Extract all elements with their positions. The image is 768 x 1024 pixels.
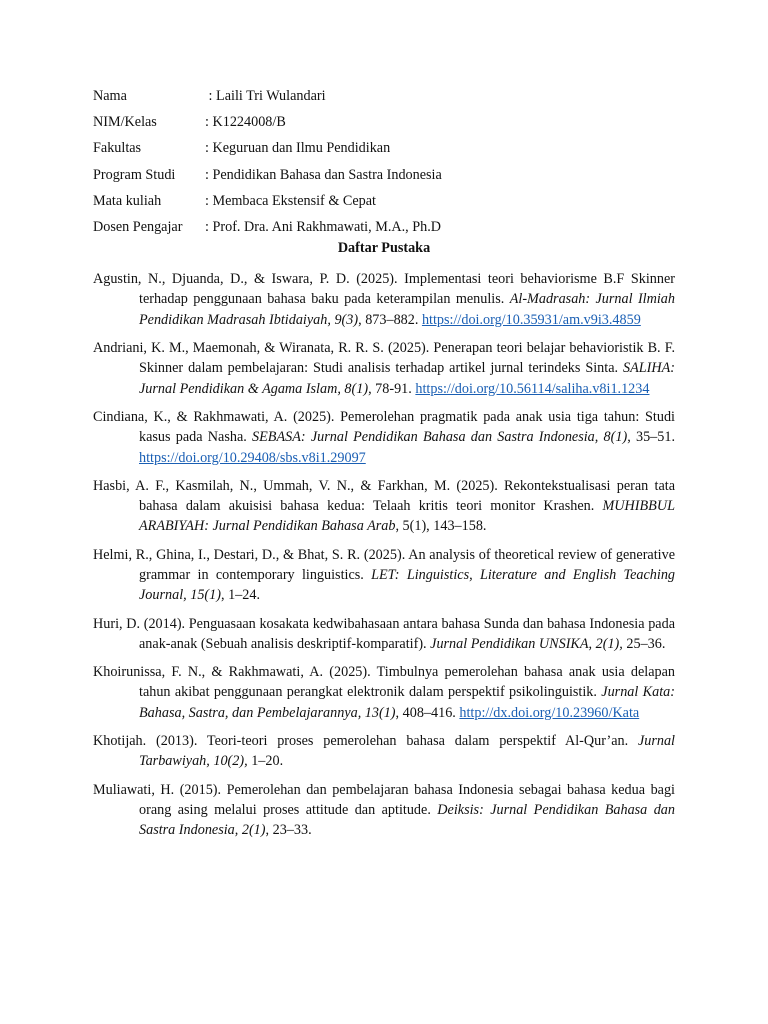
reference-list bbox=[93, 269, 675, 840]
info-label: Nama bbox=[93, 88, 127, 104]
ref-journal: SALIHA: Jurnal Pendidikan & Agama Islam, 8(1) bbox=[139, 360, 675, 397]
reference-item bbox=[93, 407, 675, 468]
info-row-nama bbox=[93, 86, 675, 112]
ref-text: Cindiana, K., & Rakhmawati, A. (2025). Pemerolehan pragmatik pada anak usia tiga tahun: Studi kasus pada Nasha. bbox=[93, 408, 675, 446]
ref-tail: 25–36. bbox=[622, 635, 666, 652]
doi-link[interactable]: https://doi.org/10.29408/sbs.v8i1.29097 bbox=[139, 449, 366, 466]
ref-text: Khotijah. (2013). Teori-teori proses pemerolehan bahasa dalam perspektif Al-Qur’an. bbox=[93, 733, 638, 750]
doi-link[interactable]: http://dx.doi.org/10.23960/Kata bbox=[459, 704, 640, 721]
ref-tail: , 5(1), 143–158. bbox=[395, 518, 487, 535]
ref-journal: Al-Madrasah: Jurnal Ilmiah Pendidikan Madrasah Ibtidaiyah, 9(3) bbox=[139, 291, 675, 328]
doi-link[interactable]: https://doi.org/10.56114/saliha.v8i1.1234 bbox=[415, 380, 650, 397]
info-row-prodi bbox=[93, 165, 675, 191]
reference-item bbox=[93, 269, 675, 330]
info-value: : Membaca Ekstensif & Cepat bbox=[205, 192, 376, 209]
info-label: Dosen Pengajar bbox=[93, 218, 183, 235]
info-label: Mata kuliah bbox=[93, 192, 162, 209]
reference-item bbox=[93, 614, 675, 655]
ref-text: Huri, D. (2014). Penguasaan kosakata kedwibahasaan antara bahasa Sunda dan bahasa Indonesia pada anak-anak (Sebuah analisis deskriptif-komparatif). bbox=[93, 615, 675, 652]
reference-item bbox=[93, 338, 675, 399]
doi-link[interactable]: https://doi.org/10.35931/am.v9i3.4859 bbox=[421, 311, 641, 328]
info-row-matkul bbox=[93, 191, 675, 217]
ref-journal: Deiksis: Jurnal Pendidikan Bahasa dan Sastra Indonesia, 2(1) bbox=[139, 801, 675, 839]
info-value: : Laili Tri Wulandari bbox=[205, 88, 326, 104]
info-label: Program Studi bbox=[93, 166, 176, 183]
ref-tail: , 1–24. bbox=[220, 587, 260, 604]
ref-journal: SEBASA: Jurnal Pendidikan Bahasa dan Sastra Indonesia, 8(1) bbox=[252, 429, 628, 446]
ref-text: Agustin, N., Djuanda, D., & Iswara, P. D. (2025). Implementasi teori behaviorisme B.F Skinner terhadap penggunaan bahasa baku pada keterampilan menulis. bbox=[93, 271, 675, 308]
reference-item bbox=[93, 780, 675, 841]
info-row-fakultas bbox=[93, 138, 675, 164]
ref-journal: Jurnal Tarbawiyah, 10(2), bbox=[139, 733, 675, 770]
info-row-nim bbox=[93, 112, 675, 138]
info-label: Fakultas bbox=[93, 140, 142, 157]
ref-text: Hasbi, A. F., Kasmilah, N., Ummah, V. N., & Farkhan, M. (2025). Rekontekstualisasi peran tata bahasa dalam akuisisi bahasa kedua: Telaah kritis teori monitor Krashen. bbox=[93, 477, 675, 515]
ref-tail: , 23–33. bbox=[265, 822, 312, 839]
info-value: : Keguruan dan Ilmu Pendidikan bbox=[205, 140, 391, 157]
ref-tail: , 78-91. bbox=[368, 380, 416, 397]
student-info bbox=[93, 86, 675, 243]
page-title: Daftar Pustaka bbox=[337, 240, 431, 257]
reference-item bbox=[93, 731, 675, 772]
ref-tail: , 35–51. bbox=[627, 429, 676, 446]
ref-tail: 1–20. bbox=[247, 753, 284, 770]
document-page bbox=[93, 86, 675, 849]
ref-journal: Jurnal Kata: Bahasa, Sastra, dan Pembelajarannya, 13(1) bbox=[139, 684, 675, 721]
ref-journal: MUHIBBUL ARABIYAH: Jurnal Pendidikan Bahasa Arab bbox=[139, 498, 675, 535]
reference-item bbox=[93, 662, 675, 723]
info-value: : Prof. Dra. Ani Rakhmawati, M.A., Ph.D bbox=[205, 218, 442, 235]
ref-text: Muliawati, H. (2015). Pemerolehan dan pembelajaran bahasa Indonesia sebagai bahasa kedua bagi orang asing melalui proses attitude dan aptitude. bbox=[93, 781, 675, 818]
ref-text: Khoirunissa, F. N., & Rakhmawati, A. (2025). Timbulnya pemerolehan bahasa anak usia delapan tahun akibat penggunaan perangkat elektronik dalam perspektif psikolinguistik. bbox=[93, 664, 675, 701]
reference-item bbox=[93, 545, 675, 606]
ref-tail: , 873–882. bbox=[358, 311, 422, 328]
ref-text: Helmi, R., Ghina, I., Destari, D., & Bhat, S. R. (2025). An analysis of theoretical review of generative grammar in contemporary linguistics. bbox=[93, 546, 675, 583]
info-label: NIM/Kelas bbox=[93, 114, 157, 131]
ref-text: Andriani, K. M., Maemonah, & Wiranata, R. R. S. (2025). Penerapan teori belajar behavioristik B. F. Skinner dalam pembelajaran: Studi analisis terhadap artikel jurnal terindeks Sinta. bbox=[93, 340, 675, 377]
info-value: : K1224008/B bbox=[205, 114, 286, 131]
ref-tail: , 408–416. bbox=[395, 704, 460, 721]
reference-item bbox=[93, 476, 675, 537]
info-value: : Pendidikan Bahasa dan Sastra Indonesia bbox=[205, 166, 442, 183]
ref-journal: LET: Linguistics, Literature and English Teaching Journal, 15(1) bbox=[139, 566, 676, 604]
ref-journal: Jurnal Pendidikan UNSIKA, 2(1), bbox=[430, 635, 623, 652]
